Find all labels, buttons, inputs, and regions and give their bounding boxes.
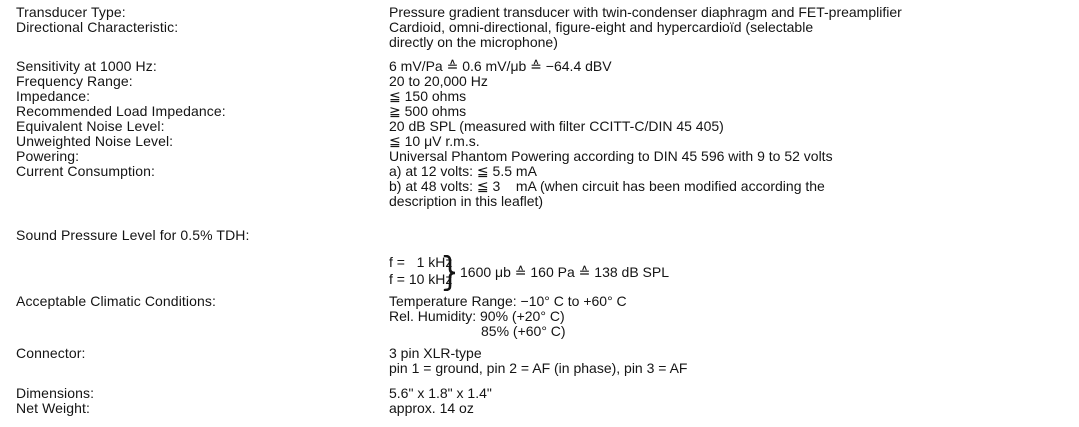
label-equivalent-noise: Equivalent Noise Level:	[16, 118, 165, 134]
value-humidity-1: Rel. Humidity: 90% (+20° C)	[389, 308, 565, 324]
label-directional-characteristic: Directional Characteristic:	[16, 19, 179, 35]
spl-brace-group	[389, 255, 809, 293]
label-transducer-type: Transducer Type:	[16, 4, 126, 20]
label-climatic-conditions: Acceptable Climatic Conditions:	[16, 293, 216, 309]
value-current-line-2: b) at 48 volts: ≦ 3 mA (when circuit has been modified according the	[389, 178, 825, 194]
value-dimensions: 5.6" x 1.8" x 1.4"	[389, 385, 492, 401]
value-connector-type: 3 pin XLR-type	[389, 345, 482, 361]
label-sensitivity: Sensitivity at 1000 Hz:	[16, 58, 157, 74]
value-transducer-type: Pressure gradient transducer with twin-condenser diaphragm and FET-preamplifier	[389, 4, 902, 20]
value-sensitivity: 6 mV/Pa ≙ 0.6 mV/μb ≙ −64.4 dBV	[389, 58, 612, 74]
value-directional-line-2: directly on the microphone)	[389, 34, 558, 50]
label-frequency-range: Frequency Range:	[16, 73, 133, 89]
label-powering: Powering:	[16, 148, 80, 164]
label-impedance: Impedance:	[16, 88, 91, 104]
value-directional-line-1: Cardioid, omni-directional, figure-eight and hypercardioïd (selectable	[389, 19, 814, 35]
value-unweighted-noise: ≦ 10 μV r.m.s.	[389, 133, 480, 149]
spl-value: 1600 μb ≙ 160 Pa ≙ 138 dB SPL	[460, 264, 670, 280]
value-current-line-3: description in this leaflet)	[389, 193, 544, 209]
value-impedance: ≦ 150 ohms	[389, 88, 467, 104]
value-humidity-2: 85% (+60° C)	[481, 323, 566, 339]
value-load-impedance: ≧ 500 ohms	[389, 103, 467, 119]
label-current-consumption: Current Consumption:	[16, 163, 155, 179]
label-unweighted-noise: Unweighted Noise Level:	[16, 133, 174, 149]
value-current-line-1: a) at 12 volts: ≦ 5.5 mA	[389, 163, 537, 179]
value-frequency-range: 20 to 20,000 Hz	[389, 73, 488, 89]
spl-frequency-1: f = 1 kHz	[389, 254, 453, 270]
spl-frequency-2: f = 10 kHz	[389, 271, 453, 287]
label-dimensions: Dimensions:	[16, 385, 95, 401]
value-temperature-range: Temperature Range: −10° C to +60° C	[389, 293, 627, 309]
value-equivalent-noise: 20 dB SPL (measured with filter CCITT-C/DIN 45 405)	[389, 118, 724, 134]
label-load-impedance: Recommended Load Impedance:	[16, 103, 226, 119]
value-powering: Universal Phantom Powering according to DIN 45 596 with 9 to 52 volts	[389, 148, 833, 164]
label-net-weight: Net Weight:	[16, 400, 90, 416]
value-connector-pins: pin 1 = ground, pin 2 = AF (in phase), pin 3 = AF	[389, 360, 688, 376]
label-sound-pressure-level: Sound Pressure Level for 0.5% TDH:	[16, 227, 250, 243]
curly-brace-icon	[443, 255, 457, 291]
value-net-weight: approx. 14 oz	[389, 400, 474, 416]
label-connector: Connector:	[16, 345, 86, 361]
